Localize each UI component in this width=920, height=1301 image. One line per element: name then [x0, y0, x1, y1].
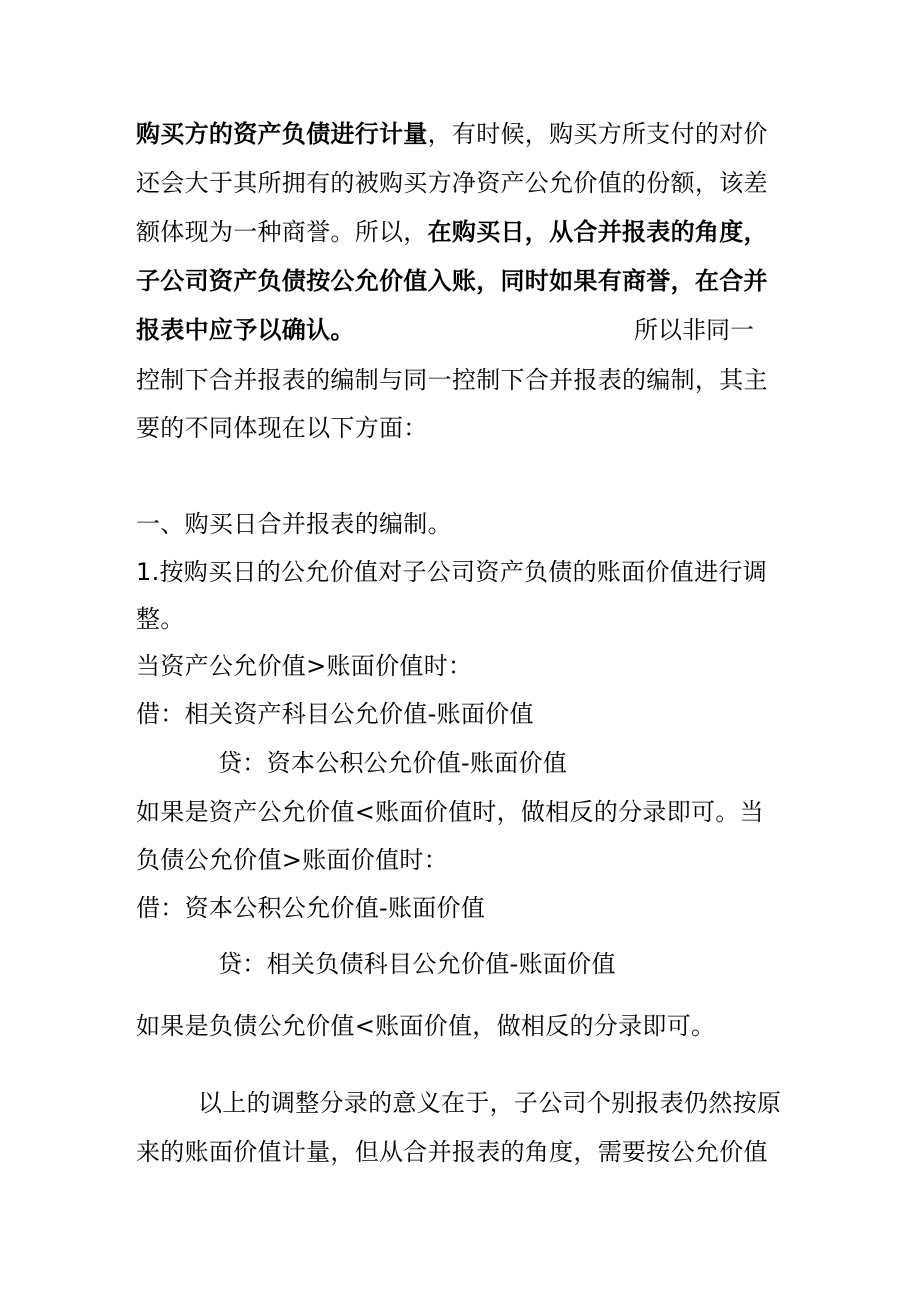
asset-credit-entry: 贷：资本公积公允价值-账面价值	[218, 749, 568, 777]
bold-phrase: 在购买日，从合并报表的角度，	[427, 218, 768, 246]
bold-phrase: 购买方的资产负债进行计量	[136, 120, 428, 148]
text-line-1	[136, 118, 768, 150]
meaning-line-1: 以上的调整分录的意义在于，子公司个别报表仍然按原	[198, 1089, 782, 1117]
liability-condition: 负债公允价值>账面价值时：	[136, 846, 449, 874]
meaning-line-2: 来的账面价值计量，但从合并报表的角度，需要按公允价值	[136, 1138, 768, 1166]
item-1-line-2: 整。	[136, 605, 185, 633]
liability-debit-entry: 借：资本公积公允价值-账面价值	[136, 894, 486, 922]
asset-reverse-note: 如果是资产公允价值<账面价值时，做相反的分录即可。当	[136, 798, 764, 826]
text-line-7: 要的不同体现在以下方面：	[136, 414, 428, 442]
liability-credit-entry: 贷：相关负债科目公允价值-账面价值	[218, 950, 616, 978]
text-segment: ，有时候，购买方所支付的对价	[427, 120, 768, 148]
text-line-6: 控制下合并报表的编制与同一控制下合并报表的编制，其主	[136, 366, 768, 394]
asset-condition: 当资产公允价值>账面价值时：	[136, 652, 473, 680]
text-line-5-tail: 所以非同一	[634, 316, 754, 344]
text-line-3	[136, 216, 768, 248]
section-heading: 一、购买日合并报表的编制。	[136, 510, 452, 538]
text-line-2: 还会大于其所拥有的被购买方净资产公允价值的份额，该差	[136, 169, 768, 197]
liability-reverse-note: 如果是负债公允价值<账面价值，做相反的分录即可。	[136, 1012, 716, 1040]
item-1-line-1: 1.按购买日的公允价值对子公司资产负债的账面价值进行调	[136, 558, 767, 586]
text-line-5: 报表中应予以确认。	[136, 316, 355, 344]
text-segment: 额体现为一种商誉。所以，	[136, 218, 428, 246]
asset-debit-entry: 借：相关资产科目公允价值-账面价值	[136, 700, 534, 728]
text-line-4: 子公司资产负债按公允价值入账，同时如果有商誉，在合并	[136, 267, 768, 295]
